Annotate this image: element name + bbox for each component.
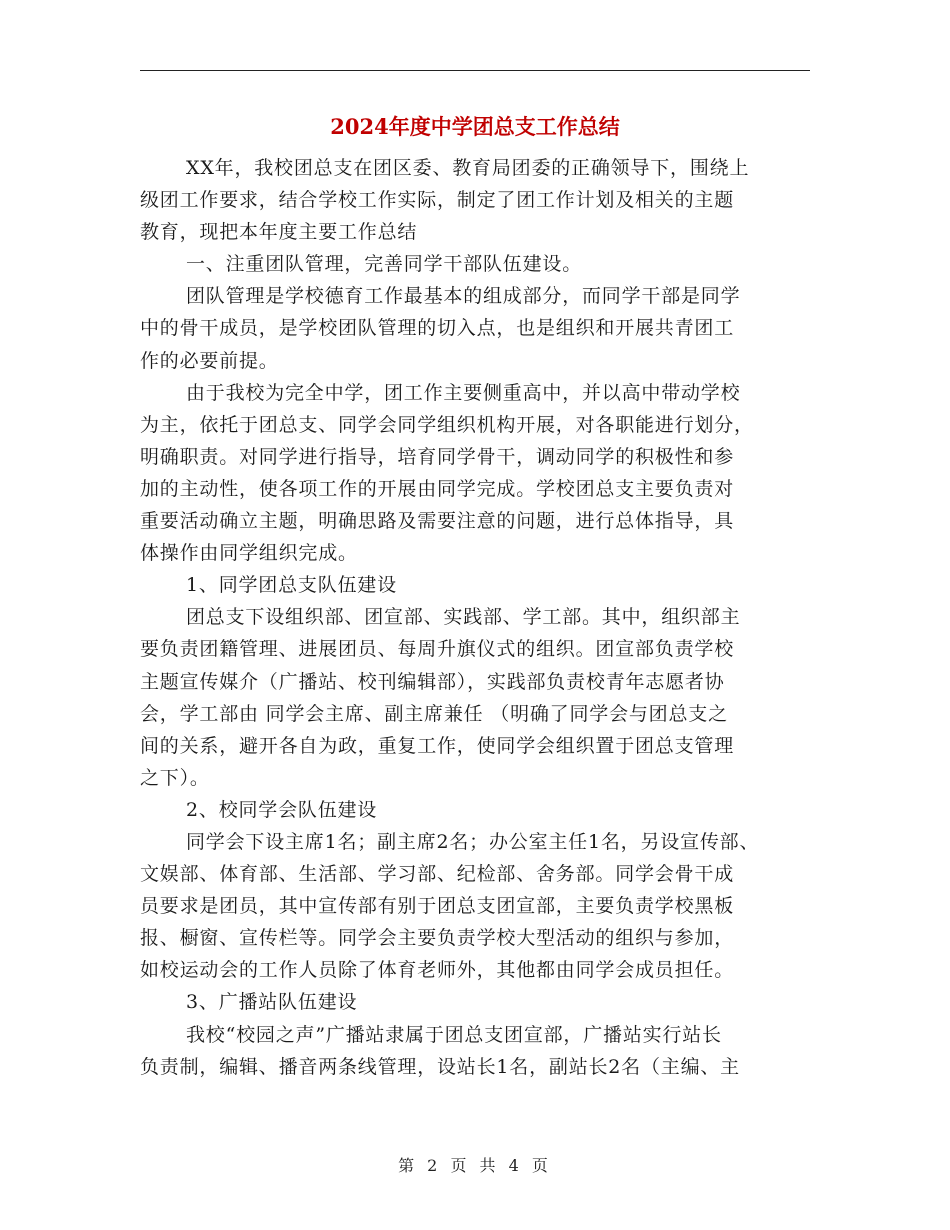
text-line: 2、校同学会队伍建设 — [186, 798, 378, 821]
text-line: 一、注重团队管理，完善同学干部队伍建设。 — [186, 253, 583, 276]
text-line: 同学会下设主席1名；副主席2名；办公室主任1名，另设宣传部、 — [186, 830, 760, 853]
text-line: 要负责团籍管理、进展团员、每周升旗仪式的组织。团宣部负责学校 — [140, 638, 735, 661]
document-body — [140, 152, 820, 1083]
text-line: 为主，依托于团总支、同学会同学组织机构开展，对各职能进行划分， — [140, 413, 754, 436]
text-line: 团总支下设组织部、团宣部、实践部、学工部。其中，组织部主 — [186, 606, 741, 629]
text-line: 文娱部、体育部、生活部、学习部、纪检部、舍务部。同学会骨干成 — [140, 863, 735, 886]
text-line: 作的必要前提。 — [140, 349, 279, 372]
text-line: 教育，现把本年度主要工作总结 — [140, 221, 418, 244]
text-line: 由于我校为完全中学，团工作主要侧重高中，并以高中带动学校 — [186, 381, 741, 404]
text-line: 主题宣传媒介（广播站、校刊编辑部），实践部负责校青年志愿者协 — [140, 670, 725, 693]
header-rule — [140, 70, 810, 71]
text-line: 我校“校园之声”广播站隶属于团总支团宣部，广播站实行站长 — [186, 1023, 722, 1046]
text-line: XX年，我校团总支在团区委、教育局团委的正确领导下，围绕上 — [186, 157, 750, 179]
text-line: 团队管理是学校德育工作最基本的组成部分，而同学干部是同学 — [186, 285, 741, 308]
text-line: 体操作由同学组织完成。 — [140, 542, 358, 565]
text-line: 级团工作要求，结合学校工作实际，制定了团工作计划及相关的主题 — [140, 189, 735, 212]
text-line: 负责制，编辑、播音两条线管理，设站长1名，副站长2名（主编、主 — [140, 1055, 740, 1078]
document-title: 2024年度中学团总支工作总结 — [330, 114, 620, 139]
text-line: 之下）。 — [140, 766, 210, 789]
text-line: 重要活动确立主题，明确思路及需要注意的问题，进行总体指导，具 — [140, 510, 735, 533]
page-number: 第 2 页 共 4 页 — [398, 1156, 552, 1175]
text-line: 如校运动会的工作人员除了体育老师外，其他都由同学会成员担任。 — [140, 959, 735, 982]
text-line: 加的主动性，使各项工作的开展由同学完成。学校团总支主要负责对 — [140, 477, 735, 500]
text-line: 会，学工部由 同学会主席、副主席兼任 （明确了同学会与团总支之 — [140, 702, 728, 725]
text-line: 间的关系，避开各自为政，重复工作，使同学会组织置于团总支管理 — [140, 734, 735, 757]
text-line: 3、广播站队伍建设 — [186, 991, 358, 1014]
text-line: 中的骨干成员，是学校团队管理的切入点，也是组织和开展共青团工 — [140, 317, 735, 340]
text-line: 1、同学团总支队伍建设 — [186, 574, 397, 597]
text-line: 明确职责。对同学进行指导，培育同学骨干，调动同学的积极性和参 — [140, 445, 735, 468]
text-line: 员要求是团员，其中宣传部有别于团总支团宣部，主要负责学校黑板 — [140, 895, 735, 918]
text-line: 报、橱窗、宣传栏等。同学会主要负责学校大型活动的组织与参加， — [140, 927, 735, 950]
